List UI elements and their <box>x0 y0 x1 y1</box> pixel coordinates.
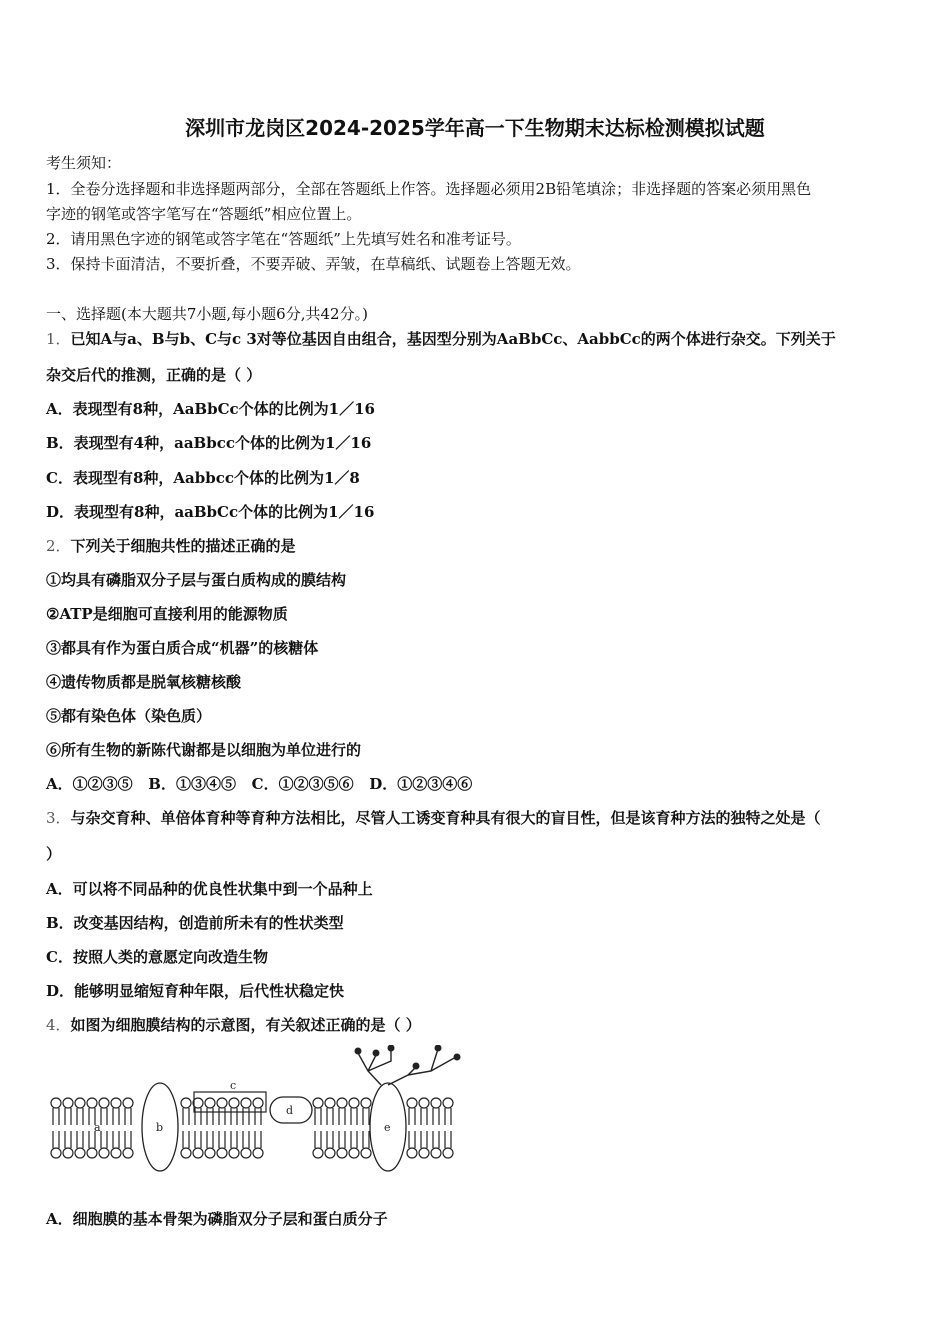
phospholipid-tail <box>113 1108 119 1125</box>
option-d: D．表现型有8种，aaBbCc个体的比例为1／16 <box>46 503 375 521</box>
statement-item: ⑥所有生物的新陈代谢都是以细胞为单位进行的 <box>46 741 362 759</box>
phospholipid-tail <box>327 1131 333 1148</box>
option-b: B．改变基因结构，创造前所未有的性状类型 <box>46 914 344 932</box>
option-a: A．可以将不同品种的优良性状集中到一个品种上 <box>46 880 373 898</box>
phospholipid-head <box>361 1098 371 1108</box>
phospholipid-head <box>229 1148 239 1158</box>
phospholipid-tail <box>315 1108 321 1125</box>
statement-item: ⑤都有染色体（染色质） <box>46 707 212 725</box>
phospholipid-tail <box>207 1108 213 1125</box>
phospholipid-tail <box>183 1131 189 1148</box>
phospholipid-tail <box>219 1131 225 1148</box>
question-number: 1． <box>46 330 71 348</box>
phospholipid-tail <box>125 1108 131 1125</box>
phospholipid-tail <box>53 1108 59 1125</box>
phospholipid-head <box>337 1098 347 1108</box>
option-c: C．按照人类的意愿定向改造生物 <box>46 948 268 966</box>
option-a: A．表现型有8种，AaBbCc个体的比例为1／16 <box>46 400 375 418</box>
phospholipid-tail <box>421 1108 427 1125</box>
notice-item: 1．全卷分选择题和非选择题两部分，全部在答题纸上作答。选择题必须用2B铅笔填涂；非选择题的答案必须用黑色 <box>46 180 812 198</box>
phospholipid-head <box>181 1098 191 1108</box>
phospholipid-head <box>253 1148 263 1158</box>
notice-item: 2．请用黑色字迹的钢笔或答字笔在“答题纸”上先填写姓名和准考证号。 <box>46 230 521 248</box>
question-1-stem-cont: 杂交后代的推测，正确的是（ ） <box>46 366 262 384</box>
label-b: b <box>156 1121 164 1134</box>
phospholipid-tail <box>363 1108 369 1125</box>
phospholipid-tail <box>219 1108 225 1125</box>
statement-item: ③都具有作为蛋白质合成“机器”的核糖体 <box>46 639 319 657</box>
option-a: A．细胞膜的基本骨架为磷脂双分子层和蛋白质分子 <box>46 1210 388 1228</box>
section-heading: 一、选择题(本大题共7小题,每小题6分,共42分。) <box>46 305 368 323</box>
statement-item: ④遗传物质都是脱氧核糖核酸 <box>46 673 242 691</box>
phospholipid-tail <box>183 1108 189 1125</box>
phospholipid-tail <box>351 1131 357 1148</box>
phospholipid-tail <box>207 1131 213 1148</box>
phospholipid-head <box>123 1148 133 1158</box>
phospholipid-tail <box>255 1131 261 1148</box>
phospholipid-head <box>87 1098 97 1108</box>
phospholipid-tail <box>445 1131 451 1148</box>
phospholipid-head <box>241 1148 251 1158</box>
question-3-stem: 3．与杂交育种、单倍体育种等育种方法相比，尽管人工诱变育种具有很大的盲目性，但是该育种方法的独特之处是（ <box>46 809 821 827</box>
phospholipid-head <box>205 1098 215 1108</box>
phospholipid-head <box>337 1148 347 1158</box>
phospholipid-head <box>99 1098 109 1108</box>
phospholipid-head <box>63 1098 73 1108</box>
question-number: 3． <box>46 809 71 827</box>
phospholipid-tail <box>409 1108 415 1125</box>
question-2-options: A．①②③⑤ B．①③④⑤ C．①②③⑤⑥ D．①②③④⑥ <box>46 775 473 793</box>
phospholipid-head <box>431 1098 441 1108</box>
phospholipid-head <box>181 1148 191 1158</box>
option-b: B．表现型有4种，aaBbcc个体的比例为1／16 <box>46 434 372 452</box>
phospholipid-tail <box>77 1131 83 1148</box>
phospholipid-tail <box>53 1131 59 1148</box>
phospholipid-tail <box>255 1108 261 1125</box>
phospholipid-tail <box>351 1108 357 1125</box>
phospholipid-head <box>241 1098 251 1108</box>
phospholipid-head <box>75 1148 85 1158</box>
phospholipid-head <box>87 1148 97 1158</box>
glycoprotein-chain <box>358 1049 456 1085</box>
option-c: C．表现型有8种，Aabbcc个体的比例为1／8 <box>46 469 360 487</box>
phospholipid-tail <box>65 1131 71 1148</box>
phospholipid-tail <box>433 1131 439 1148</box>
label-e: e <box>384 1121 391 1134</box>
notice-item: 3．保持卡面清洁，不要折叠，不要弄破、弄皱，在草稿纸、试题卷上答题无效。 <box>46 255 581 273</box>
phospholipid-tail <box>231 1131 237 1148</box>
phospholipid-head <box>217 1098 227 1108</box>
phospholipid-head <box>407 1148 417 1158</box>
phospholipid-tail <box>77 1108 83 1125</box>
phospholipid-tail <box>101 1108 107 1125</box>
phospholipid-head <box>217 1148 227 1158</box>
cell-membrane-figure <box>46 1045 466 1175</box>
question-1-stem: 1．已知A与a、B与b、C与c 3对等位基因自由组合，基因型分别为AaBbCc、AabbCc的两个体进行杂交。下列关于 <box>46 330 836 348</box>
phospholipid-head <box>229 1098 239 1108</box>
phospholipid-tail <box>315 1131 321 1148</box>
phospholipid-tail <box>433 1108 439 1125</box>
statement-item: ①均具有磷脂双分子层与蛋白质构成的膜结构 <box>46 571 347 589</box>
label-c: c <box>230 1079 237 1092</box>
phospholipid-head <box>419 1148 429 1158</box>
phospholipid-tail <box>421 1131 427 1148</box>
statement-item: ②ATP是细胞可直接利用的能源物质 <box>46 605 288 623</box>
phospholipid-head <box>431 1148 441 1158</box>
phospholipid-head <box>325 1098 335 1108</box>
phospholipid-head <box>325 1148 335 1158</box>
phospholipid-head <box>419 1098 429 1108</box>
question-4-stem: 4．如图为细胞膜结构的示意图，有关叙述正确的是（ ） <box>46 1016 421 1034</box>
phospholipid-tail <box>409 1131 415 1148</box>
phospholipid-head <box>313 1098 323 1108</box>
phospholipid-head <box>407 1098 417 1108</box>
phospholipid-tail <box>65 1108 71 1125</box>
phospholipid-head <box>205 1148 215 1158</box>
phospholipid-tail <box>339 1131 345 1148</box>
option-d: D．能够明显缩短育种年限，后代性状稳定快 <box>46 982 345 1000</box>
phospholipid-head <box>63 1148 73 1158</box>
phospholipid-head <box>361 1148 371 1158</box>
phospholipid-tail <box>445 1108 451 1125</box>
phospholipid-tail <box>363 1131 369 1148</box>
label-a: a <box>94 1121 101 1134</box>
phospholipid-tail <box>327 1108 333 1125</box>
phospholipid-tail <box>243 1131 249 1148</box>
phospholipid-head <box>51 1098 61 1108</box>
phospholipid-head <box>99 1148 109 1158</box>
phospholipid-tail <box>339 1108 345 1125</box>
phospholipid-head <box>111 1098 121 1108</box>
page-title: 深圳市龙岗区2024-2025学年高一下生物期末达标检测模拟试题 <box>185 116 765 140</box>
phospholipid-tail <box>231 1108 237 1125</box>
notice-heading: 考生须知： <box>46 154 122 172</box>
phospholipid-head <box>349 1098 359 1108</box>
question-2-stem: 2．下列关于细胞共性的描述正确的是 <box>46 537 296 555</box>
phospholipid-head <box>123 1098 133 1108</box>
phospholipid-tail <box>101 1131 107 1148</box>
notice-item: 字迹的钢笔或答字笔写在“答题纸”相应位置上。 <box>46 205 362 223</box>
phospholipid-tail <box>195 1131 201 1148</box>
phospholipid-head <box>193 1148 203 1158</box>
phospholipid-head <box>443 1098 453 1108</box>
phospholipid-tail <box>113 1131 119 1148</box>
phospholipid-tail <box>125 1131 131 1148</box>
question-number: 2． <box>46 537 71 555</box>
label-d: d <box>286 1104 294 1117</box>
phospholipid-head <box>443 1148 453 1158</box>
phospholipid-tail <box>243 1108 249 1125</box>
phospholipid-tail <box>195 1108 201 1125</box>
question-number: 4． <box>46 1016 71 1034</box>
question-3-stem-cont: ） <box>46 845 62 863</box>
phospholipid-head <box>111 1148 121 1158</box>
phospholipid-head <box>75 1098 85 1108</box>
phospholipid-head <box>51 1148 61 1158</box>
phospholipid-head <box>349 1148 359 1158</box>
phospholipid-head <box>313 1148 323 1158</box>
phospholipid-head <box>253 1098 263 1108</box>
